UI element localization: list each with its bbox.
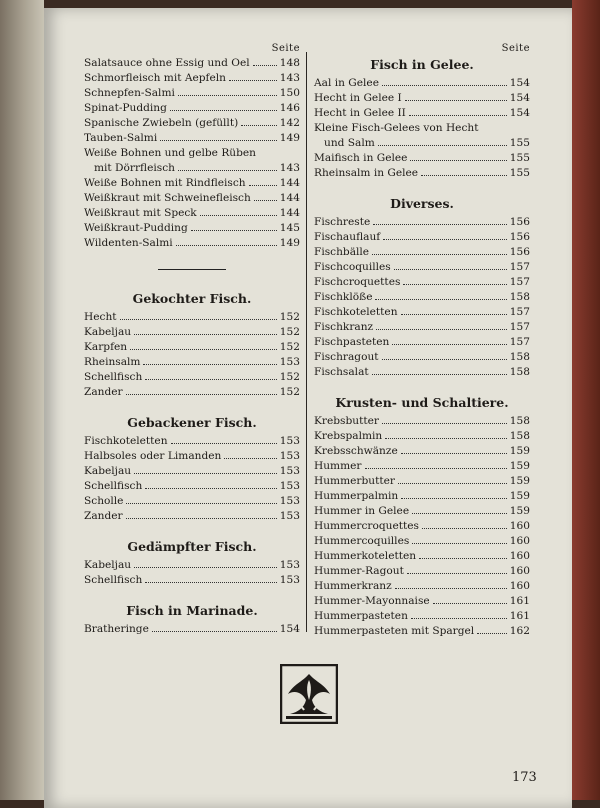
leader-dots bbox=[394, 260, 507, 270]
leader-dots bbox=[171, 434, 277, 444]
entry-page: 156 bbox=[509, 231, 530, 243]
leader-dots bbox=[412, 504, 507, 514]
index-entry bbox=[84, 131, 300, 146]
entry-page: 157 bbox=[509, 336, 530, 348]
entry-page: 157 bbox=[509, 306, 530, 318]
index-entry bbox=[314, 624, 530, 639]
index-entry bbox=[314, 335, 530, 350]
entry-name: Krebspalmin bbox=[314, 430, 383, 442]
index-entry bbox=[314, 91, 530, 106]
wrapped-entry-continuation bbox=[84, 161, 300, 176]
leader-dots bbox=[383, 230, 507, 240]
entry-name: Rheinsalm bbox=[84, 356, 141, 368]
entry-page: 159 bbox=[509, 445, 530, 457]
entry-page: 152 bbox=[279, 311, 300, 323]
entry-page: 149 bbox=[279, 237, 300, 249]
index-column-right bbox=[314, 42, 530, 639]
entry-name: Hummerkranz bbox=[314, 580, 392, 592]
entry-name: Kabeljau bbox=[84, 559, 132, 571]
entry-page: 148 bbox=[279, 57, 300, 69]
leader-dots bbox=[143, 355, 276, 365]
section-divider-rule bbox=[158, 269, 226, 270]
index-entry bbox=[314, 305, 530, 320]
entry-name: Fischragout bbox=[314, 351, 379, 363]
entry-name: Schellfisch bbox=[84, 574, 143, 586]
entry-name: Hummerpasteten mit Spargel bbox=[314, 625, 475, 637]
entry-page: 159 bbox=[509, 460, 530, 472]
entry-page: 153 bbox=[279, 495, 300, 507]
gelee-list-a bbox=[314, 76, 530, 121]
entry-page: 142 bbox=[279, 117, 300, 129]
entry-page: 153 bbox=[279, 356, 300, 368]
entry-name: Aal in Gelee bbox=[314, 77, 379, 89]
leader-dots bbox=[395, 579, 507, 589]
entry-name: Hummerbutter bbox=[314, 475, 395, 487]
entry-name: Fischbälle bbox=[314, 246, 370, 258]
entry-name: Kabeljau bbox=[84, 326, 132, 338]
leader-dots bbox=[126, 509, 277, 519]
entry-page: 144 bbox=[279, 207, 300, 219]
leader-dots bbox=[365, 459, 507, 469]
art-nouveau-floral-ornament-icon bbox=[280, 664, 338, 724]
entry-name: Weißkraut-Pudding bbox=[84, 222, 188, 234]
wrapped-entry-continuation bbox=[314, 136, 530, 151]
entry-page: 158 bbox=[509, 430, 530, 442]
entry-name: Fischkranz bbox=[314, 321, 374, 333]
entry-page: 150 bbox=[279, 87, 300, 99]
entry-page: 154 bbox=[509, 107, 530, 119]
index-column-left bbox=[84, 42, 300, 637]
leader-dots bbox=[200, 206, 277, 216]
leader-dots bbox=[401, 305, 507, 315]
entry-name: Hecht bbox=[84, 311, 117, 323]
leader-dots bbox=[134, 464, 277, 474]
entry-page: 159 bbox=[509, 490, 530, 502]
entry-page: 155 bbox=[509, 137, 530, 149]
index-entry bbox=[84, 434, 300, 449]
section-heading: Krusten- und Schaltiere. bbox=[335, 395, 509, 410]
entry-name: Karpfen bbox=[84, 341, 128, 353]
entry-page: 144 bbox=[279, 177, 300, 189]
entry-page: 158 bbox=[509, 291, 530, 303]
section-heading: Gedämpfter Fisch. bbox=[127, 539, 257, 554]
entry-name: Tauben-Salmi bbox=[84, 132, 158, 144]
index-entry bbox=[84, 479, 300, 494]
entry-page: 157 bbox=[509, 276, 530, 288]
entry-page: 143 bbox=[279, 162, 300, 174]
entry-name: Schnepfen-Salmi bbox=[84, 87, 175, 99]
index-entry bbox=[84, 236, 300, 251]
entry-name: Hummer-Ragout bbox=[314, 565, 404, 577]
previous-page-edge bbox=[0, 0, 44, 800]
leader-dots bbox=[422, 519, 507, 529]
leader-dots bbox=[433, 594, 507, 604]
section-heading: Fisch in Marinade. bbox=[126, 603, 258, 618]
entry-page: 152 bbox=[279, 371, 300, 383]
index-entry bbox=[314, 519, 530, 534]
vegetable-dish-list bbox=[84, 56, 300, 146]
leader-dots bbox=[401, 444, 507, 454]
entry-page: 159 bbox=[509, 475, 530, 487]
entry-name: Fischpasteten bbox=[314, 336, 390, 348]
seite-header-right: Seite bbox=[501, 43, 530, 54]
entry-page: 154 bbox=[509, 92, 530, 104]
section-heading: Gekochter Fisch. bbox=[132, 291, 252, 306]
entry-page: 161 bbox=[509, 610, 530, 622]
entry-page: 143 bbox=[279, 72, 300, 84]
entry-page: 160 bbox=[509, 550, 530, 562]
leader-dots bbox=[407, 564, 507, 574]
index-entry bbox=[84, 370, 300, 385]
entry-page: 152 bbox=[279, 341, 300, 353]
entry-name: Schmorfleisch mit Aepfeln bbox=[84, 72, 226, 84]
entry-name: Hecht in Gelee II bbox=[314, 107, 406, 119]
index-entry bbox=[84, 558, 300, 573]
vegetable-dish-list-2 bbox=[84, 176, 300, 251]
index-entry bbox=[84, 340, 300, 355]
entry-name: Hummerpasteten bbox=[314, 610, 408, 622]
wrapped-entry-line: Kleine Fisch-Gelees von Hecht bbox=[314, 122, 479, 134]
entry-name: Maifisch in Gelee bbox=[314, 152, 408, 164]
leader-dots bbox=[412, 534, 506, 544]
entry-page: 156 bbox=[509, 216, 530, 228]
index-entry bbox=[84, 509, 300, 524]
section-heading: Gebackener Fisch. bbox=[127, 415, 257, 430]
entry-name: Kabeljau bbox=[84, 465, 132, 477]
leader-dots bbox=[382, 350, 507, 360]
index-entry bbox=[314, 215, 530, 230]
index-entry bbox=[314, 549, 530, 564]
entry-page: 156 bbox=[509, 246, 530, 258]
entry-name: Wildenten-Salmi bbox=[84, 237, 173, 249]
leader-dots bbox=[126, 385, 277, 395]
entry-page: 158 bbox=[509, 366, 530, 378]
entry-page: 160 bbox=[509, 565, 530, 577]
entry-page: 157 bbox=[509, 261, 530, 273]
entry-page: 153 bbox=[279, 574, 300, 586]
index-entry bbox=[314, 290, 530, 305]
index-entry bbox=[314, 564, 530, 579]
entry-name: Hummerpalmin bbox=[314, 490, 399, 502]
entry-page: 159 bbox=[509, 505, 530, 517]
entry-page: 158 bbox=[509, 351, 530, 363]
index-entry bbox=[84, 310, 300, 325]
entry-name: Fischreste bbox=[314, 216, 371, 228]
seite-header-left: Seite bbox=[271, 43, 300, 54]
entry-name: Zander bbox=[84, 510, 123, 522]
column-divider bbox=[306, 52, 307, 632]
index-entry bbox=[84, 325, 300, 340]
entry-page: 153 bbox=[279, 450, 300, 462]
index-entry bbox=[314, 320, 530, 335]
index-entry bbox=[314, 76, 530, 91]
index-entry bbox=[314, 106, 530, 121]
leader-dots bbox=[170, 101, 277, 111]
entry-page: 153 bbox=[279, 559, 300, 571]
entry-name: Fischsalat bbox=[314, 366, 369, 378]
index-entry bbox=[84, 494, 300, 509]
leader-dots bbox=[120, 310, 277, 320]
entry-page: 149 bbox=[279, 132, 300, 144]
entry-page: 152 bbox=[279, 326, 300, 338]
entry-name: Fischcroquettes bbox=[314, 276, 401, 288]
leader-dots bbox=[134, 558, 277, 568]
leader-dots bbox=[126, 494, 276, 504]
fish-sections-left bbox=[84, 290, 300, 637]
index-entry bbox=[84, 355, 300, 370]
entry-page: 162 bbox=[509, 625, 530, 637]
leader-dots bbox=[178, 86, 277, 96]
entry-name: Krebsschwänze bbox=[314, 445, 398, 457]
index-entry bbox=[314, 444, 530, 459]
leader-dots bbox=[398, 474, 507, 484]
index-entry bbox=[84, 573, 300, 588]
leader-dots bbox=[130, 340, 277, 350]
entry-name: Weißkraut mit Schweinefleisch bbox=[84, 192, 251, 204]
entry-name: und Salm bbox=[324, 137, 375, 149]
index-entry bbox=[84, 176, 300, 191]
entry-name: mit Dörrfleisch bbox=[94, 162, 175, 174]
index-entry bbox=[314, 166, 530, 181]
entry-name: Halbsoles oder Limanden bbox=[84, 450, 222, 462]
entry-name: Fischkoteletten bbox=[314, 306, 398, 318]
index-entry bbox=[314, 414, 530, 429]
index-entry bbox=[314, 365, 530, 380]
leader-dots bbox=[419, 549, 507, 559]
entry-name: Hummercoquilles bbox=[314, 535, 410, 547]
entry-name: Hummerkoteletten bbox=[314, 550, 417, 562]
entry-name: Fischklöße bbox=[314, 291, 373, 303]
entry-name: Schellfisch bbox=[84, 371, 143, 383]
entry-name: Zander bbox=[84, 386, 123, 398]
entry-page: 160 bbox=[509, 520, 530, 532]
index-entry bbox=[314, 429, 530, 444]
leader-dots bbox=[421, 166, 507, 176]
leader-dots bbox=[145, 370, 276, 380]
index-entry bbox=[314, 579, 530, 594]
leader-dots bbox=[372, 245, 507, 255]
section-heading: Fisch in Gelee. bbox=[370, 57, 474, 72]
leader-dots bbox=[409, 106, 507, 116]
entry-page: 155 bbox=[509, 152, 530, 164]
entry-page: 160 bbox=[509, 580, 530, 592]
index-entry bbox=[314, 474, 530, 489]
index-entry bbox=[314, 260, 530, 275]
entry-name: Fischauflauf bbox=[314, 231, 381, 243]
leader-dots bbox=[392, 335, 506, 345]
index-entry bbox=[84, 86, 300, 101]
entry-name: Hummer bbox=[314, 460, 362, 472]
leader-dots bbox=[477, 624, 507, 634]
index-entry bbox=[314, 489, 530, 504]
leader-dots bbox=[134, 325, 277, 335]
section-heading: Diverses. bbox=[390, 196, 454, 211]
entry-name: Hummer-Mayonnaise bbox=[314, 595, 430, 607]
index-entry bbox=[84, 206, 300, 221]
entry-name: Rheinsalm in Gelee bbox=[314, 167, 419, 179]
entry-page: 157 bbox=[509, 321, 530, 333]
index-entry bbox=[314, 609, 530, 624]
leader-dots bbox=[411, 609, 507, 619]
index-entry bbox=[84, 464, 300, 479]
index-entry bbox=[314, 230, 530, 245]
fish-sections-right bbox=[314, 195, 530, 639]
index-entry bbox=[314, 534, 530, 549]
page-number: 173 bbox=[512, 770, 537, 785]
entry-page: 146 bbox=[279, 102, 300, 114]
leader-dots bbox=[401, 489, 507, 499]
leader-dots bbox=[254, 191, 277, 201]
leader-dots bbox=[372, 365, 507, 375]
leader-dots bbox=[403, 275, 506, 285]
leader-dots bbox=[378, 136, 507, 146]
entry-name: Fischkoteletten bbox=[84, 435, 168, 447]
leader-dots bbox=[160, 131, 277, 141]
index-entry bbox=[314, 245, 530, 260]
leader-dots bbox=[224, 449, 276, 459]
index-entry bbox=[84, 191, 300, 206]
entry-name: Spinat-Pudding bbox=[84, 102, 167, 114]
entry-page: 145 bbox=[279, 222, 300, 234]
entry-name: Hecht in Gelee I bbox=[314, 92, 402, 104]
leader-dots bbox=[152, 622, 277, 632]
entry-name: Salatsauce ohne Essig und Oel bbox=[84, 57, 250, 69]
index-entry bbox=[84, 56, 300, 71]
entry-page: 158 bbox=[509, 415, 530, 427]
leader-dots bbox=[176, 236, 277, 246]
entry-page: 153 bbox=[279, 465, 300, 477]
entry-name: Fischcoquilles bbox=[314, 261, 391, 273]
index-entry bbox=[84, 101, 300, 116]
leader-dots bbox=[249, 176, 277, 186]
leader-dots bbox=[145, 479, 276, 489]
index-entry bbox=[84, 116, 300, 131]
leader-dots bbox=[376, 320, 507, 330]
entry-page: 155 bbox=[509, 167, 530, 179]
gelee-list-b bbox=[314, 151, 530, 181]
leader-dots bbox=[241, 116, 277, 126]
leader-dots bbox=[375, 290, 506, 300]
leader-dots bbox=[191, 221, 277, 231]
index-entry bbox=[84, 622, 300, 637]
leader-dots bbox=[178, 161, 277, 171]
wrapped-entry-line: Weiße Bohnen und gelbe Rüben bbox=[84, 147, 256, 159]
leader-dots bbox=[385, 429, 507, 439]
entry-page: 161 bbox=[509, 595, 530, 607]
entry-name: Weiße Bohnen mit Rindfleisch bbox=[84, 177, 246, 189]
entry-page: 153 bbox=[279, 480, 300, 492]
entry-page: 154 bbox=[279, 623, 300, 635]
leader-dots bbox=[382, 76, 507, 86]
entry-name: Schellfisch bbox=[84, 480, 143, 492]
entry-name: Hummer in Gelee bbox=[314, 505, 410, 517]
index-entry bbox=[314, 504, 530, 519]
entry-name: Hummercroquettes bbox=[314, 520, 419, 532]
index-entry bbox=[314, 459, 530, 474]
leader-dots bbox=[382, 414, 507, 424]
leader-dots bbox=[145, 573, 276, 583]
leader-dots bbox=[253, 56, 277, 66]
leader-dots bbox=[229, 71, 277, 81]
entry-page: 154 bbox=[509, 77, 530, 89]
index-entry bbox=[84, 71, 300, 86]
entry-page: 144 bbox=[279, 192, 300, 204]
entry-page: 160 bbox=[509, 535, 530, 547]
index-entry bbox=[84, 449, 300, 464]
entry-page: 153 bbox=[279, 510, 300, 522]
index-entry bbox=[84, 385, 300, 400]
leader-dots bbox=[410, 151, 506, 161]
index-entry bbox=[314, 350, 530, 365]
leader-dots bbox=[373, 215, 507, 225]
index-entry bbox=[314, 594, 530, 609]
index-entry bbox=[314, 151, 530, 166]
entry-name: Bratheringe bbox=[84, 623, 149, 635]
entry-name: Weißkraut mit Speck bbox=[84, 207, 197, 219]
entry-name: Scholle bbox=[84, 495, 124, 507]
book-cover-edge bbox=[572, 0, 600, 800]
index-entry bbox=[314, 275, 530, 290]
leader-dots bbox=[405, 91, 507, 101]
index-entry bbox=[84, 221, 300, 236]
entry-page: 153 bbox=[279, 435, 300, 447]
entry-name: Spanische Zwiebeln (gefüllt) bbox=[84, 117, 239, 129]
entry-name: Krebsbutter bbox=[314, 415, 379, 427]
entry-page: 152 bbox=[279, 386, 300, 398]
